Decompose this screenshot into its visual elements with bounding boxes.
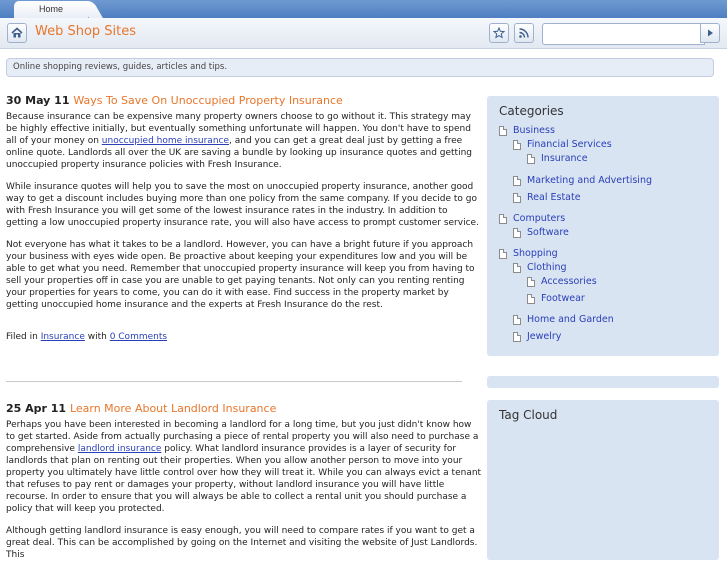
- post-date: 30 May 11: [6, 94, 70, 107]
- document-icon: [513, 315, 521, 325]
- document-icon: [499, 249, 507, 259]
- post-title-link[interactable]: Learn More About Landlord Insurance: [69, 402, 277, 415]
- arrow-right-icon: [705, 28, 715, 38]
- category-marketing-and-advertising[interactable]: Marketing and Advertising: [487, 174, 719, 188]
- category-jewelry[interactable]: Jewelry: [487, 330, 719, 344]
- category-computers[interactable]: Computers: [487, 212, 719, 226]
- unoccupied-home-insurance-link[interactable]: unoccupied home insurance: [101, 136, 230, 146]
- post-text: policy. What landlord insurance provides is a layer of security for landlords that plan on renting out their properties. When you allow another person to move into your property you ultimately have little control over how they will treat it. While you can always evict a tenant that refuses to pay rent or damages your property, without landlord insurance you will have little recourse. In order to ensure that you will always be able to collect a rental unit you should purchase a policy that will keep you protected.: [6, 444, 482, 514]
- search-go-button[interactable]: [700, 23, 720, 43]
- document-icon: [513, 263, 521, 273]
- document-icon: [499, 126, 507, 136]
- tag-cloud-title: Tag Cloud: [499, 408, 558, 422]
- post-paragraph: Not everyone has what it takes to be a landlord. However, you can have a bright future if you approach your business with eyes wide open. Be proactive about keeping your expenditures low and you will be able to get what you need. Remember that unoccupied property insurance will keep you from having to sell your properties off in case you are unable to get paying tenants. Not only can you renting renting your properties for years to come, you can do it with ease. Find success in the property market by getting unoccupied home insurance and the experts at Fresh Insurance do the rest.: [6, 240, 475, 310]
- site-tagline: Online shopping reviews, guides, articles and tips.: [6, 58, 714, 77]
- category-list: [487, 124, 719, 344]
- post-2: [6, 402, 482, 561]
- rss-button[interactable]: [514, 23, 534, 43]
- tag-cloud-box: [487, 400, 719, 560]
- filed-label: Filed in: [6, 332, 41, 342]
- post-paragraph: Although getting landlord insurance is easy enough, you will need to compare rates if you want to get a great deal. This can be accomplished by going on the Internet and visiting the website of Just Landlords. This: [6, 526, 478, 560]
- category-home-and-garden[interactable]: Home and Garden: [487, 313, 719, 327]
- document-icon: [527, 154, 535, 164]
- tab-bar: [0, 0, 727, 18]
- bookmark-button[interactable]: [489, 23, 509, 43]
- category-link-insurance[interactable]: Insurance: [40, 332, 85, 342]
- category-real-estate[interactable]: Real Estate: [487, 191, 719, 205]
- post-paragraph: While insurance quotes will help you to save the most on unoccupied property insurance, another good way to get a discount includes buying more than one policy from the same company. If you decide to go with Fresh Insurance you will get some of the lowest insurance rates in the industry. In addition to getting a low unoccupied property insurance rate, you will also have access to prompt customer service.: [6, 182, 479, 228]
- home-button[interactable]: [7, 23, 27, 43]
- post-title-link[interactable]: Ways To Save On Unoccupied Property Insurance: [73, 94, 343, 107]
- document-icon: [513, 193, 521, 203]
- categories-title: Categories: [499, 104, 564, 118]
- post-date: 25 Apr 11: [6, 402, 67, 415]
- post-text: Because insurance can be expensive many property owners choose to go without it. This strategy may be highly effective initially, but eventually something unfortunate will happen. You don't have to spend all of your money on: [6, 112, 471, 146]
- post-paragraph: [6, 111, 482, 171]
- site-title[interactable]: Web Shop Sites: [35, 24, 137, 39]
- comments-link[interactable]: 0 Comments: [109, 332, 168, 342]
- post-paragraph: [6, 419, 482, 515]
- document-icon: [527, 277, 535, 287]
- main-content: [6, 90, 482, 571]
- document-icon: [499, 214, 507, 224]
- category-financial-services[interactable]: Financial Services: [487, 138, 719, 152]
- category-clothing[interactable]: Clothing: [487, 261, 719, 275]
- with-label: with: [84, 332, 110, 342]
- document-icon: [513, 176, 521, 186]
- category-software[interactable]: Software: [487, 226, 719, 240]
- post-text: Perhaps you have been interested in becoming a landlord for a long time, but you just didn't know how to get started. Aside from actually purchasing a piece of rental property you will also need to purchase a comprehensive: [6, 420, 479, 454]
- post-title: [6, 402, 482, 415]
- landlord-insurance-link[interactable]: landlord insurance: [77, 444, 162, 454]
- category-business[interactable]: Business: [487, 124, 719, 138]
- post-title: [6, 94, 482, 107]
- document-icon: [513, 228, 521, 238]
- category-insurance[interactable]: Insurance: [487, 152, 719, 166]
- post-meta: [6, 331, 482, 343]
- post-divider: [6, 381, 462, 382]
- category-shopping[interactable]: Shopping: [487, 247, 719, 261]
- search-input[interactable]: [542, 23, 705, 45]
- star-icon: [493, 27, 505, 39]
- home-icon: [11, 27, 23, 39]
- category-accessories[interactable]: Accessories: [487, 275, 719, 289]
- category-footwear[interactable]: Footwear: [487, 292, 719, 306]
- document-icon: [513, 140, 521, 150]
- toolbar: [0, 18, 727, 49]
- sidebar-empty-box: [487, 376, 719, 388]
- post-1: [6, 94, 482, 343]
- document-icon: [513, 332, 521, 342]
- categories-box: [487, 96, 719, 356]
- post-text: , and you can get a great deal just by getting a free online quote. Landlords all over the UK are saving a bundle by looking up insurance quotes and getting unoccupied property insurance policies with Fresh Insurance.: [6, 136, 473, 170]
- document-icon: [527, 294, 535, 304]
- rss-icon: [518, 27, 530, 39]
- sidebar: [487, 96, 719, 560]
- tab-home[interactable]: Home: [14, 1, 88, 18]
